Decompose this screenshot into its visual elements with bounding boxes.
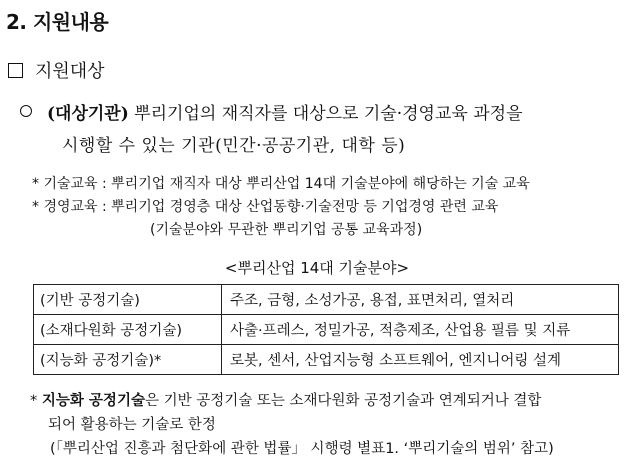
subsection-title: 지원대상: [35, 61, 105, 82]
footnote-term: 지능화 공정기술: [41, 393, 145, 409]
circle-bullet-icon: [20, 105, 32, 117]
table-row: [34, 345, 619, 375]
footnote-marker: *: [30, 393, 42, 409]
table-cell-items: 로봇, 센서, 산업지능형 소프트웨어, 엔지니어링 설계: [222, 345, 619, 375]
footnote-text-line1: 은 기반 공정기술 또는 소재다원화 공정기술과 연계되거나 결합: [144, 393, 542, 409]
footnote-line1: [30, 389, 541, 410]
table-caption: <뿌리산업 14대 기술분야>: [224, 259, 410, 277]
table-row: [34, 315, 619, 345]
target-description-line1: [47, 99, 523, 124]
table-cell-category: (지능화 공정기술)*: [34, 345, 222, 375]
table-row: [34, 285, 619, 315]
section-title: 2. 지원내용: [6, 10, 109, 34]
note-mgmt-education: * 경영교육 : 뿌리기업 경영층 대상 산업동향·기술전망 등 기업경영 관련 교육: [32, 199, 499, 215]
table-cell-items: 주조, 금형, 소성가공, 용접, 표면처리, 열처리: [222, 285, 619, 315]
square-bullet-icon: [8, 63, 23, 78]
target-text-line1: 뿌리기업의 재직자를 대상으로 기술·경영교육 과정을: [128, 104, 523, 124]
tech-field-table: [33, 284, 619, 375]
footnote-line3: (「뿌리산업 진흥과 첨단화에 관한 법률」 시행령 별표1. ‘뿌리기술의 범위’ 참고): [50, 441, 554, 457]
note-tech-education: * 기술교육 : 뿌리기업 재직자 대상 뿌리산업 14대 기술분야에 해당하는 기술 교육: [32, 176, 530, 192]
target-description-line2: 시행할 수 있는 기관(민간·공공기관, 대학 등): [62, 136, 406, 156]
footnote-line2: 되어 활용하는 기술로 한정: [48, 417, 216, 433]
subsection-heading: [8, 57, 105, 83]
table-cell-category: (소재다원화 공정기술): [34, 315, 222, 345]
note-mgmt-education-continued: (기술분야와 무관한 뿌리기업 공통 교육과정): [150, 222, 423, 238]
table-cell-category: (기반 공정기술): [34, 285, 222, 315]
target-label: (대상기관): [47, 104, 129, 124]
table-cell-items: 사출·프레스, 정밀가공, 적층제조, 산업용 필름 및 지류: [222, 315, 619, 345]
